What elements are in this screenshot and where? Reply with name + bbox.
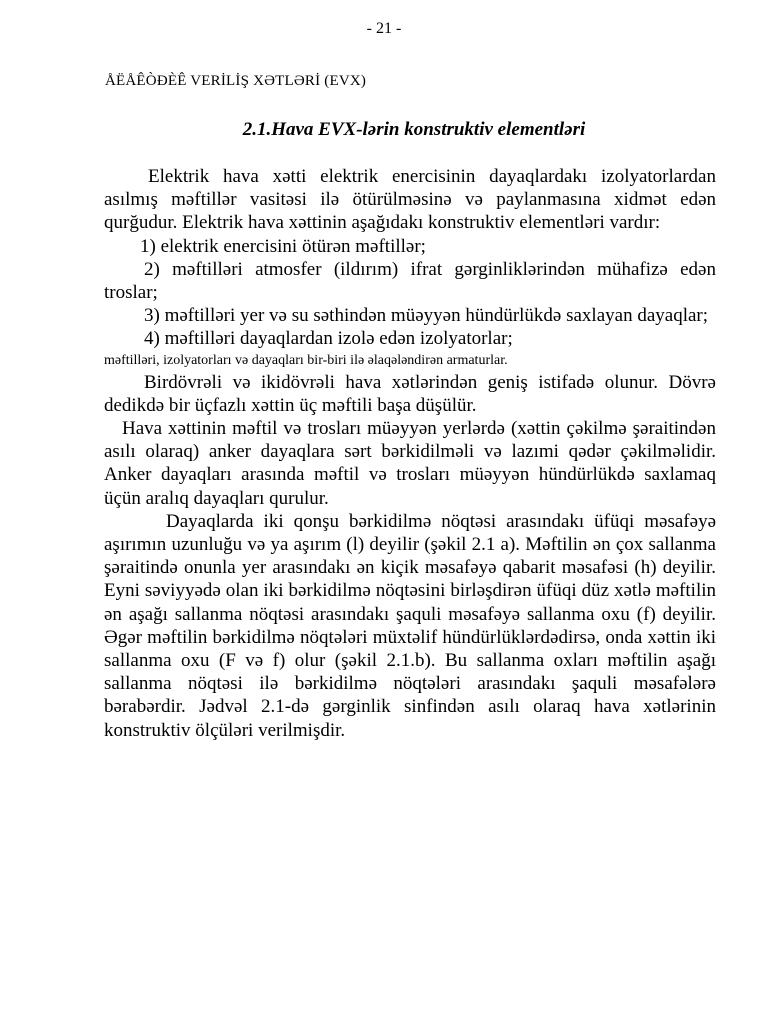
list-item-5: məftilləri, izolyatorları və dayaqları bir-biri ilə əlaqələndirən armaturlar. bbox=[104, 352, 508, 368]
body-text bbox=[104, 165, 716, 742]
list-item-1: 1) elektrik enercisini ötürən məftillər; bbox=[140, 235, 426, 257]
paragraph-circuits: Birdövrəli və ikidövrəli hava xətlərindən geniş istifadə olunur. Dövrə dedikdə bir üçfazlı xəttin üç məftili başa düşülür. bbox=[104, 371, 716, 416]
paragraph-span: Dayaqlarda iki qonşu bərkidilmə nöqtəsi arasındakı üfüqi məsafəyə aşırımın uzunluğu və ya aşırım (l) deyilir (şəkil 2.1 a). Məftilin ən çox sallanma şəraitində onunla yer arasındakı ən kiçik məsafəyə qabarit məsafəsi (h) deyilir. Eyni səviyyədə olan iki bərkidilmə nöqtəsini birləşdirən üfüqi düz xətlə məftilin ən aşağı sallanma nöqtəsi arasındakı şaquli məsafəyə sallanma oxu (f) deyilir. Əgər məftilin bərkidilmə nöqtələri müxtəlif hündürlüklərdədirsə, onda xəttin iki sallanma oxu (F və f) olur (şəkil 2.1.b). Bu sallanma oxları məftilin aşağı sallanma nöqtəsi ilə bərkidilmə nöqtələri arasındakı şaquli məsafələrə bərabərdir. Jədvəl 2.1-də gərginlik sinfindən asılı olaraq hava xətlərinin konstruktiv ölçüləri verilmişdir. bbox=[104, 510, 716, 741]
section-title: 2.1.Hava EVX-lərin konstruktiv elementləri bbox=[242, 119, 586, 140]
list-item-2: 2) məftilləri atmosfer (ildırım) ifrat gərginliklərindən mühafizə edən troslar; bbox=[104, 258, 716, 304]
page-number: - 21 - bbox=[366, 20, 402, 37]
paragraph-anchor: Hava xəttinin məftil və trosları müəyyən yerlərdə (xəttin çəkilmə şəraitindən asılı olaraq) anker dayaqlara sərt bərkidilməli və lazımi qədər çəkilməlidir. Anker dayaqları arasında məftil və trosları müəyyən hündürlükdə saxlamaq üçün aralıq dayaqları qurulur. bbox=[104, 418, 716, 509]
paragraph-intro: Elektrik hava xətti elektrik enercisinin dayaqlardakı izolyatorlardan asılmış məftillər vasitəsi ilə ötürülməsinə və paylanmasına xidmət edən qurğudur. Elektrik hava xəttinin aşağıdakı konstruktiv elementləri vardır: bbox=[104, 166, 716, 234]
list-item-3: 3) məftilləri yer və su səthindən müəyyən hündürlükdə saxlayan dayaqlar; bbox=[144, 305, 709, 327]
running-head: ÅËÅÊÒÐÈÊ VERİLİŞ XƏTLƏRİ (EVX) bbox=[105, 73, 367, 89]
list-item-4: 4) məftilləri dayaqlardan izolə edən izolyatorlar; bbox=[144, 328, 513, 350]
